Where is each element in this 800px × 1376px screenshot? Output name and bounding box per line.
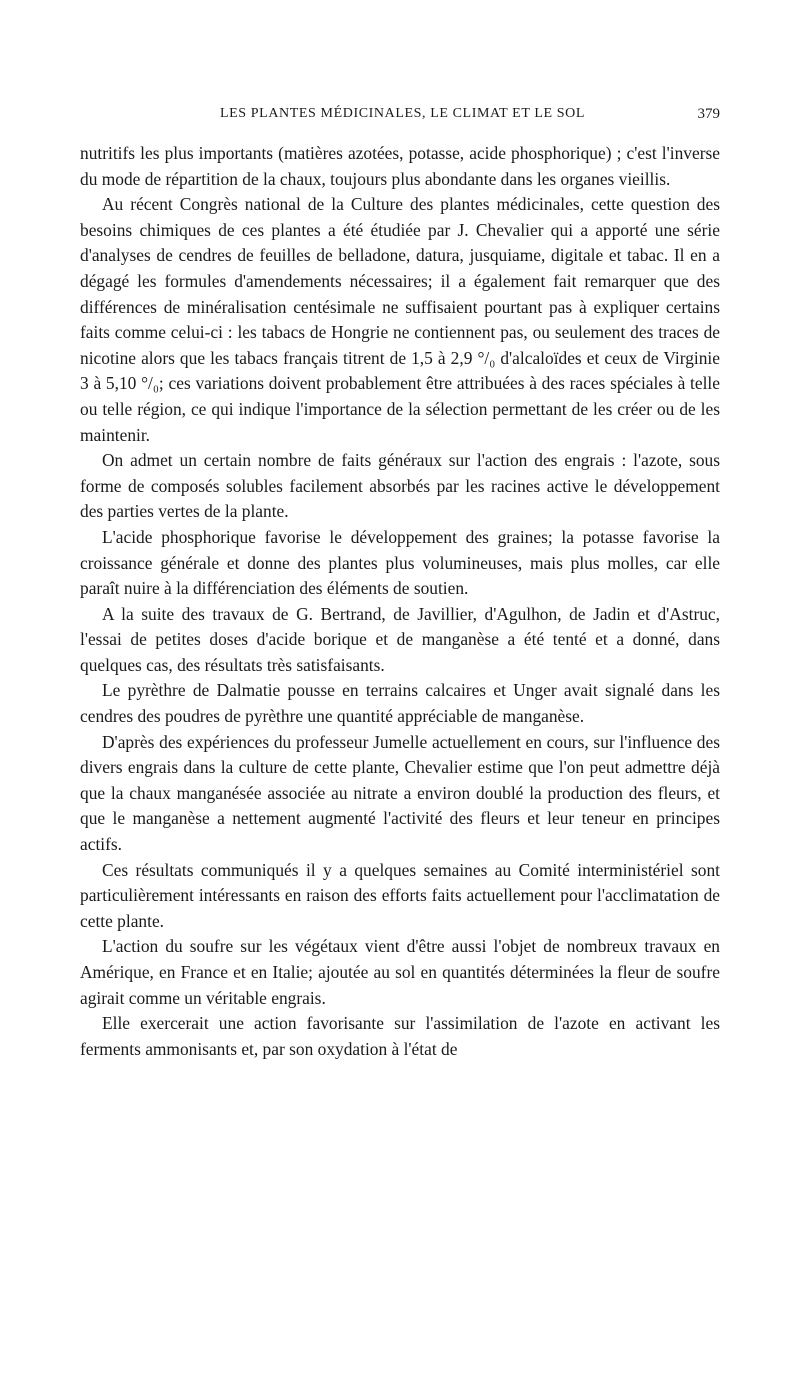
paragraph-phosphoric-acid: L'acide phosphorique favorise le développement des graines; la potasse favorise la croissance générale et donne des plantes plus volumineuses, mais plus molles, car elle paraît nuire à la différenciation des éléments de soutien. (80, 526, 720, 599)
paragraph-dalmatian-pyrethrum: Le pyrèthre de Dalmatie pousse en terrains calcaires et Unger avait signalé dans les cendres des poudres de pyrèthre une quantité appréciable de manganèse. (80, 680, 720, 727)
paragraph-boric-acid-manganese: A la suite des travaux de G. Bertrand, de Javillier, d'Agulhon, de Jadin et d'Astruc, l'essai de petites doses d'acide borique et de manganèse a été tenté et a donné, dans quelques cas, des résultats très satisfaisants. (80, 603, 720, 675)
paragraph-fertilizer-effects: On admet un certain nombre de faits généraux sur l'action des engrais : l'azote, sous forme de composés solubles facilement absorbés par les racines active le développement des parties vertes de la plante. (80, 450, 720, 522)
paragraph-nitrogen-assimilation: Elle exercerait une action favorisante sur l'assimilation de l'azote en activant les ferments ammonisants et, par son oxydation à l'état de (80, 1013, 720, 1059)
paragraph-jumelle-experiments: D'après des expériences du professeur Jumelle actuellement en cours, sur l'influence des divers engrais dans la culture de cette plante, Chevalier estime que l'on peut admettre déjà que la chaux manganésée associée au nitrate a environ doublé la production des fleurs, et que le manganèse a nettement augmenté l'activité des fleurs et leur teneur en principes actifs. (80, 731, 720, 855)
page-number: 379 (697, 106, 720, 122)
paragraph-committee-results: Ces résultats communiqués il y a quelques semaines au Comité interministériel sont particulièrement intéressants en raison des efforts faits actuellement pour l'acclimatation de cette plante. (80, 859, 720, 931)
running-title: LES PLANTES MÉDICINALES, LE CLIMAT ET LE SOL (220, 106, 585, 121)
running-head (80, 106, 720, 130)
body-text (80, 141, 720, 1062)
paragraph-sulfur-action: L'action du soufre sur les végétaux vient d'être aussi l'objet de nombreux travaux en Amérique, en France et en Italie; ajoutée au sol en quantités déterminées la fleur de soufre agirait comme un véritable engrais. (80, 936, 720, 1008)
paragraph-congress: Au récent Congrès national de la Culture des plantes médicinales, cette question des besoins chimiques de ces plantes a été étudiée par J. Chevalier qui a apporté une série d'analyses de cendres de feuilles de belladone, datura, jusquiame, digitale et tabac. Il en a dégagé les formules d'amendements nécessaires; il a également fait remarquer que des différences de minéralisation centésimale ne suffisaient pourtant pas à expliquer certains faits comme celui-ci : les tabacs de Hongrie ne contiennent pas, ou seulement des traces de nicotine alors que les tabacs français titrent de 1,5 à 2,9 °/₀ d'alcaloïdes et ceux de Virginie 3 à 5,10 °/₀; ces variations doivent probablement être attribuées à des races spéciales à telle ou telle région, ce qui indique l'importance de la sélection permettant de les créer ou de les maintenir. (80, 194, 720, 445)
paragraph-nutrients: nutritifs les plus importants (matières azotées, potasse, acide phosphorique) ; c'est l'inverse du mode de répartition de la chaux, toujours plus abondante dans les organes vieillis. (80, 143, 720, 189)
